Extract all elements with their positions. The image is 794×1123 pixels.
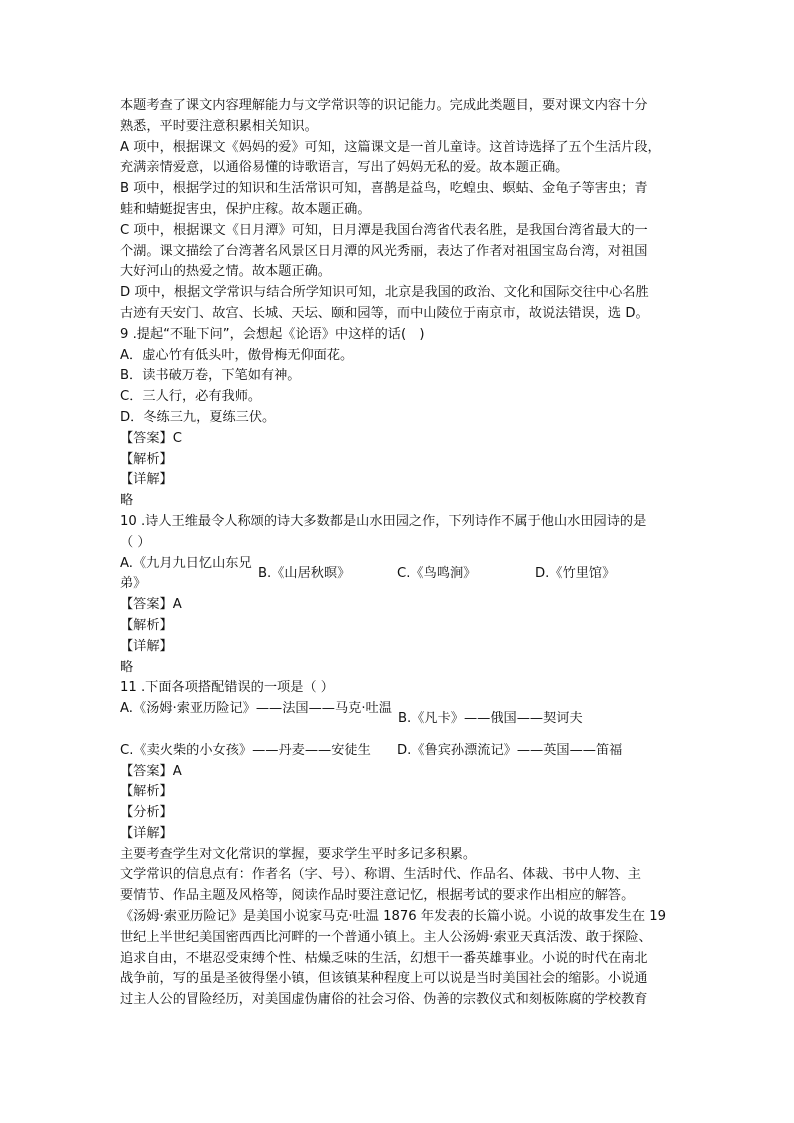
text-line: 世纪上半世纪美国密西西比河畔的一个普通小镇上。主人公汤姆·索亚天真活泼、敢于探险、: [120, 929, 652, 945]
text-line: 要情节、作品主题及风格等，阅读作品时要注意记忆，根据考试的要求作出相应的解答。: [120, 888, 635, 904]
option-c: C.《鸟鸣涧》: [397, 565, 477, 581]
question-11: [120, 678, 680, 1011]
option-d: D．冬练三九，夏练三伏。: [120, 409, 276, 425]
text-line: 本题考查了课文内容理解能力与文学常识等的识记能力。完成此类题目，要对课文内容十分: [120, 98, 648, 113]
answer-label: 【答案】C: [120, 430, 182, 446]
question-stem-cont: （ ）: [120, 534, 151, 550]
option-b: B.《山居秋暝》: [258, 565, 351, 581]
option-a: A.《汤姆·索亚历险记》——法国——马克·吐温: [120, 701, 392, 717]
analysis-label: 【解析】: [120, 617, 173, 633]
option-d: D.《鲁宾孙漂流记》——英国——笛福: [397, 742, 623, 758]
detail-label: 【详解】: [120, 472, 173, 488]
text-line: 古迹有天安门、故宫、长城、天坛、颐和园等，而中山陵位于南京市，故说法错误，选 D。: [120, 305, 649, 321]
fenxi-label: 【分析】: [120, 805, 173, 821]
text-line: 个湖。课文描绘了台湾著名风景区日月潭的风光秀丽，表达了作者对祖国宝岛台湾，对祖国: [120, 243, 648, 259]
text-line: 文学常识的信息点有：作者名（字、号）、称谓、生活时代、作品名、体裁、书中人物、主: [120, 867, 641, 883]
option-a: A．虚心竹有低头叶，傲骨梅无仰面花。: [120, 347, 354, 363]
option-d: D.《竹里馆》: [535, 565, 616, 581]
document-page: [120, 96, 680, 1011]
question-stem: 11 .下面各项搭配错误的一项是（ ）: [120, 680, 334, 696]
answer-label: 【答案】A: [120, 597, 182, 613]
text-line: 追求自由，不堪忍受束缚个性、枯燥乏味的生活，幻想干一番英雄事业。小说的时代在南北: [120, 950, 648, 966]
text-line: C 项中，根据课文《日月潭》可知，日月潭是我国台湾省代表名胜，是我国台湾省最大的一: [120, 222, 648, 238]
option-c: C.《卖火柴的小女孩》——丹麦——安徒生: [120, 742, 371, 758]
question-9: [120, 325, 680, 512]
option-b: B．读书破万卷，下笔如有神。: [120, 368, 301, 384]
detail-label: 【详解】: [120, 638, 173, 654]
text-line: 蛙和蜻蜓捉害虫，保护庄稼。故本题正确。: [120, 201, 371, 217]
text-line: 过主人公的冒险经历，对美国虚伪庸俗的社会习俗、伪善的宗教仪式和刻板陈腐的学校教育: [120, 992, 648, 1008]
options-row-2: [120, 741, 680, 762]
analysis-label: 【解析】: [120, 784, 173, 800]
question-stem: 10 .诗人王维最令人称颂的诗大多数都是山水田园之作，下列诗作不属于他山水田园诗的是: [120, 513, 647, 529]
omitted-text: 略: [120, 659, 134, 675]
options-row: [120, 554, 680, 596]
analysis-q8: [120, 96, 680, 325]
text-line: A 项中，根据课文《妈妈的爱》可知，这篇课文是一首儿童诗。这首诗选择了五个生活片段，: [120, 139, 661, 155]
text-line: 充满亲情爱意，以通俗易懂的诗歌语言，写出了妈妈无私的爱。故本题正确。: [120, 160, 569, 176]
answer-label: 【答案】A: [120, 763, 182, 779]
text-line: 大好河山的热爱之情。故本题正确。: [120, 264, 331, 280]
detail-label: 【详解】: [120, 825, 173, 841]
question-10: [120, 512, 680, 678]
text-line: B 项中，根据学过的知识和生活常识可知，喜鹊是益鸟，吃蝗虫、螟蛄、金龟子等害虫；青: [120, 181, 648, 197]
option-b: B.《凡卡》——俄国——契诃夫: [398, 711, 583, 727]
text-line: 熟悉，平时要注意积累相关知识。: [120, 118, 318, 134]
omitted-text: 略: [120, 493, 134, 509]
analysis-label: 【解析】: [120, 451, 173, 467]
text-line: 战争前，写的虽是圣彼得堡小镇，但该镇某种程度上可以说是当时美国社会的缩影。小说通: [120, 971, 648, 987]
text-line: D 项中，根据文学常识与结合所学知识可知，北京是我国的政治、文化和国际交往中心名胜: [120, 285, 649, 301]
options-row-1: [120, 699, 680, 741]
text-line: 《汤姆·索亚历险记》是美国小说家马克·吐温 1876 年发表的长篇小说。小说的故事发生在 19: [120, 909, 667, 925]
text-line: 主要考查学生对文化常识的掌握，要求学生平时多记多积累。: [120, 846, 477, 862]
question-stem: 9 .提起“不耻下问”，会想起《论语》中这样的话( ): [120, 326, 425, 342]
option-a: A.《九月九日忆山东兄弟》: [120, 555, 252, 592]
option-c: C．三人行，必有我师。: [120, 389, 262, 405]
